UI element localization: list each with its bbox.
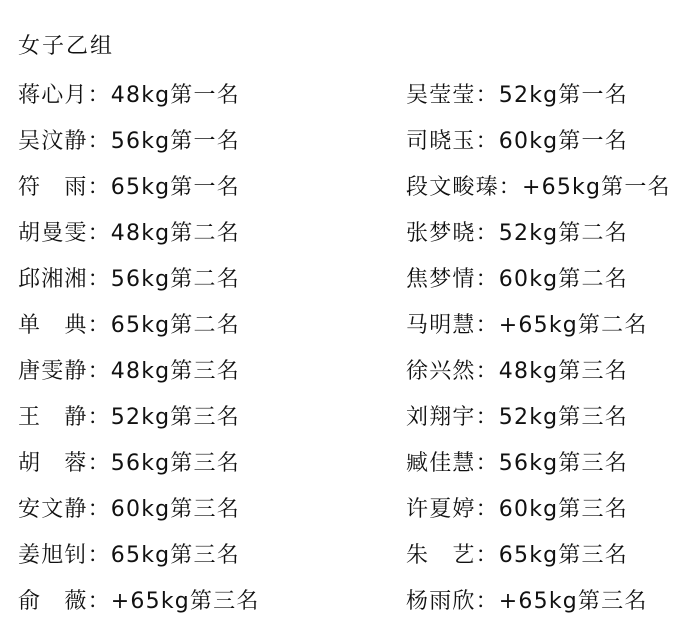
result-entry: 安文静：60kg第三名 bbox=[18, 497, 240, 522]
result-entry: 胡曼雯：48kg第二名 bbox=[18, 221, 240, 246]
result-entry: 张梦晓：52kg第二名 bbox=[406, 221, 628, 246]
result-entry: 吴汶静：56kg第一名 bbox=[18, 129, 240, 154]
group-title: 女子乙组 bbox=[18, 34, 115, 59]
result-entry: 单 典：65kg第二名 bbox=[18, 313, 240, 338]
result-entry: 姜旭钊：65kg第三名 bbox=[18, 543, 240, 568]
results-list bbox=[18, 80, 682, 632]
result-entry: 段文畯瑧：+65kg第一名 bbox=[406, 175, 671, 200]
result-entry: 许夏婷：60kg第三名 bbox=[406, 497, 628, 522]
result-entry: 司晓玉：60kg第一名 bbox=[406, 129, 628, 154]
result-entry: 马明慧：+65kg第二名 bbox=[406, 313, 648, 338]
result-entry: 邱湘湘：56kg第二名 bbox=[18, 267, 240, 292]
result-entry: 朱 艺：65kg第三名 bbox=[406, 543, 628, 568]
result-entry: 焦梦情：60kg第二名 bbox=[406, 267, 628, 292]
result-entry: 臧佳慧：56kg第三名 bbox=[406, 451, 628, 476]
result-entry: 唐雯静：48kg第三名 bbox=[18, 359, 240, 384]
result-entry: 蒋心月：48kg第一名 bbox=[18, 83, 240, 108]
result-entry: 王 静：52kg第三名 bbox=[18, 405, 240, 430]
result-entry: 俞 薇：+65kg第三名 bbox=[18, 589, 260, 614]
result-entry: 符 雨：65kg第一名 bbox=[18, 175, 240, 200]
result-entry: 刘翔宇：52kg第三名 bbox=[406, 405, 628, 430]
result-entry: 胡 蓉：56kg第三名 bbox=[18, 451, 240, 476]
result-entry: 杨雨欣：+65kg第三名 bbox=[406, 589, 648, 614]
result-entry: 徐兴然：48kg第三名 bbox=[406, 359, 628, 384]
result-entry: 吴莹莹：52kg第一名 bbox=[406, 83, 628, 108]
